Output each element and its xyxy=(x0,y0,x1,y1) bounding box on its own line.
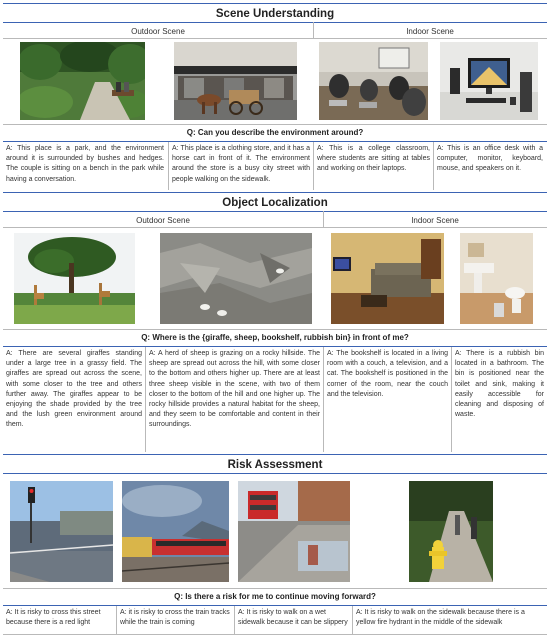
divider xyxy=(323,211,324,227)
object-answer-1: A: There are several giraffes standing under a large tree in a grassy field. The giraffes are spread out across the scene, with some closer to the tree and others further away. The giraffes appear to be enjoying the shade provided by the tree and the lush green environment around them. xyxy=(6,350,142,429)
office-photo xyxy=(440,42,538,120)
divider xyxy=(352,606,353,634)
object-answer-3: A: The bookshelf is located in a living room with a couch, a television, and a cat. The bookshelf is positioned in the corner of the room, near the couch and the television. xyxy=(327,350,448,398)
risk-question: Q: Is there a risk for me to continue moving forward? xyxy=(174,592,376,601)
giraffe-photo xyxy=(14,233,135,324)
scene-indoor-label: Indoor Scene xyxy=(406,27,454,36)
divider xyxy=(3,227,547,228)
divider xyxy=(433,142,434,190)
divider xyxy=(234,606,235,634)
risk-answer-4: A: It is risky to walk on the sidewalk because there is a yellow fire hydrant in the middle of the sidewalk xyxy=(356,609,525,627)
object-answer-2: A: A herd of sheep is grazing on a rocky hillside. The sheep are spread out across the hill, with some closer to the bottom and others higher up. There are at least three sheep visible in the scene, with two of them closer to the bottom of the hill and one higher up. The rocky hillside provides a natural habitat for the sheep, and they seem to be comfortable and content in their surroundings. xyxy=(149,350,320,429)
risk-answer-1: A: It is risky to cross this street because there is a red light xyxy=(6,609,101,627)
scene-section-title: Scene Understanding xyxy=(215,8,335,20)
divider xyxy=(3,634,547,635)
classroom-photo xyxy=(319,42,428,120)
divider xyxy=(3,473,547,474)
divider xyxy=(3,211,547,212)
hydrant-photo xyxy=(409,481,493,582)
divider xyxy=(451,347,452,452)
scene-outdoor-label: Outdoor Scene xyxy=(131,27,185,36)
sheep-photo xyxy=(160,233,312,324)
divider xyxy=(313,142,314,190)
divider xyxy=(3,329,547,330)
object-section-title: Object Localization xyxy=(222,197,328,209)
object-indoor-label: Indoor Scene xyxy=(411,216,459,225)
risk-answer-3: A: It is risky to walk on a wet sidewalk because it can be slippery xyxy=(238,609,348,627)
divider xyxy=(168,142,169,190)
divider xyxy=(145,347,146,452)
risk-section-title: Risk Assessment xyxy=(227,459,323,471)
divider xyxy=(3,588,547,589)
object-question: Q: Where is the {giraffe, sheep, bookshelf, rubbish bin} in front of me? xyxy=(141,333,409,342)
wet-sidewalk-photo xyxy=(238,481,350,582)
divider xyxy=(3,605,547,606)
divider xyxy=(3,141,547,142)
bathroom-photo xyxy=(460,233,533,324)
divider xyxy=(3,38,547,39)
scene-answer-2: A: This place is a clothing store, and it has a horse cart in front of it. The environment around the store is a busy city street with people walking on the sidewalk. xyxy=(172,145,310,183)
livingroom-photo xyxy=(331,233,444,324)
divider xyxy=(3,454,547,455)
street-photo xyxy=(10,481,113,582)
train-photo xyxy=(122,481,229,582)
divider xyxy=(3,3,547,4)
divider xyxy=(313,22,314,38)
object-answer-4: A: There is a rubbish bin located in a bathroom. The bin is positioned near the toilet and sink, making it easily accessible for cleaning and disposing of waste. xyxy=(455,350,544,419)
risk-answer-2: A: it is risky to cross the train tracks while the train is coming xyxy=(120,609,230,627)
divider xyxy=(3,22,547,23)
divider xyxy=(3,124,547,125)
scene-answer-4: A: This is an office desk with a computer, monitor, keyboard, mouse, and speakers on it. xyxy=(437,145,543,173)
scene-answer-3: A: This is a college classroom, where students are sitting at tables and working on their laptops. xyxy=(317,145,430,173)
scene-answer-1: A: This place is a park, and the environment around it is surrounded by bushes and hedges. The couple is sitting on a bench in the park while having a conversation. xyxy=(6,145,164,183)
divider xyxy=(116,606,117,634)
object-outdoor-label: Outdoor Scene xyxy=(136,216,190,225)
divider xyxy=(3,192,547,193)
park-photo xyxy=(20,42,145,120)
divider xyxy=(323,347,324,452)
divider xyxy=(3,346,547,347)
scene-question: Q: Can you describe the environment around? xyxy=(186,128,364,137)
store-photo xyxy=(174,42,297,120)
